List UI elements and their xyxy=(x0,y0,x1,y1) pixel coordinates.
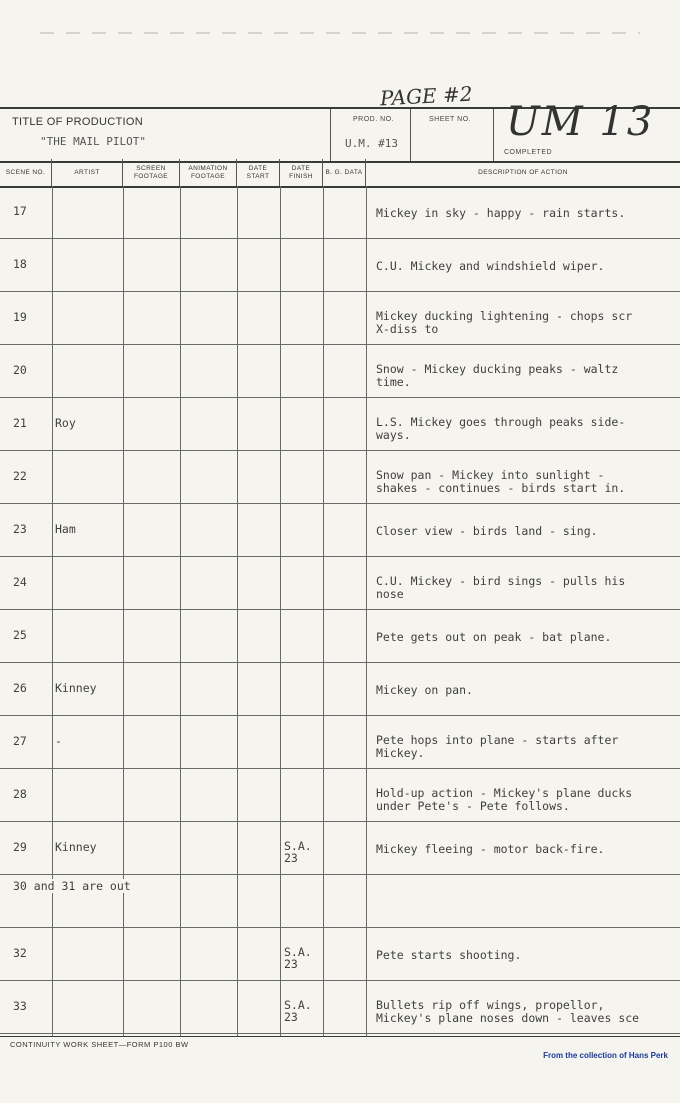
action-description: Mickey ducking lightening - chops scr X-diss to xyxy=(376,310,633,336)
scene-number: 22 xyxy=(13,469,27,483)
table-row xyxy=(0,292,680,345)
table-row xyxy=(0,186,680,239)
scene-number: 18 xyxy=(13,257,27,271)
col-date-start: DATE START xyxy=(237,159,280,186)
artist-name: Ham xyxy=(55,522,76,536)
table-row xyxy=(0,504,680,557)
table-row xyxy=(0,345,680,398)
header-block xyxy=(0,99,680,163)
page-label-handwritten: PAGE #2 xyxy=(379,81,474,111)
worksheet-grid xyxy=(0,186,680,1036)
scene-number: 20 xyxy=(13,363,27,377)
table-row xyxy=(0,875,680,928)
action-description: C.U. Mickey - bird sings - pulls his nose xyxy=(376,575,626,601)
title-value: "THE MAIL PILOT" xyxy=(40,135,146,148)
prod-cell xyxy=(330,109,411,161)
table-row xyxy=(0,610,680,663)
artist-name: Kinney xyxy=(55,681,97,695)
action-description: C.U. Mickey and windshield wiper. xyxy=(376,260,605,273)
prod-value: U.M. #13 xyxy=(345,137,398,150)
footer-rule xyxy=(0,1036,680,1038)
date-finish-value: S.A. 23 xyxy=(284,998,312,1024)
col-description: DESCRIPTION OF ACTION xyxy=(478,168,568,176)
action-description: Mickey fleeing - motor back-fire. xyxy=(376,843,605,856)
table-row xyxy=(0,398,680,451)
top-dash-marks xyxy=(40,32,640,34)
footer-label: CONTINUITY WORK SHEET—FORM P100 BW xyxy=(10,1040,189,1049)
scene-number: 32 xyxy=(13,946,27,960)
scene-number: 17 xyxy=(13,204,27,218)
scene-number: 19 xyxy=(13,310,27,324)
artist-name: - xyxy=(55,734,62,748)
table-row xyxy=(0,663,680,716)
col-artist: ARTIST xyxy=(52,159,123,186)
completed-handwritten-number: UM 13 xyxy=(506,99,655,145)
scene-number: 23 xyxy=(13,522,27,536)
scene-number: 26 xyxy=(13,681,27,695)
collection-credit: From the collection of Hans Perk xyxy=(543,1051,668,1060)
title-cell xyxy=(0,109,330,161)
date-finish-value: S.A. 23 xyxy=(284,945,312,971)
col-animation-footage: ANIMATION FOOTAGE xyxy=(180,159,237,186)
action-description: Closer view - birds land - sing. xyxy=(376,525,598,538)
action-description: Snow pan - Mickey into sunlight - shakes - continues - birds start in. xyxy=(376,469,626,495)
action-description: Mickey on pan. xyxy=(376,684,473,697)
table-row xyxy=(0,451,680,504)
completed-label: COMPLETED xyxy=(504,149,553,156)
col-screen-footage: SCREEN FOOTAGE xyxy=(123,159,180,186)
scene-number: 27 xyxy=(13,734,27,748)
sheet-label: SHEET NO. xyxy=(429,116,472,123)
scene-number: 25 xyxy=(13,628,27,642)
table-row xyxy=(0,981,680,1034)
col-scene: SCENE NO. xyxy=(0,159,52,186)
table-row xyxy=(0,769,680,822)
col-date-finish: DATE FINISH xyxy=(280,159,323,186)
table-row xyxy=(0,557,680,610)
action-description: Pete hops into plane - starts after Mickey. xyxy=(376,734,619,760)
table-row xyxy=(0,822,680,875)
scene-number: 28 xyxy=(13,787,27,801)
row-note: 30 and 31 are out xyxy=(13,879,135,893)
completed-cell xyxy=(493,99,680,161)
artist-name: Roy xyxy=(55,416,76,430)
scene-number: 33 xyxy=(13,999,27,1013)
table-row xyxy=(0,928,680,981)
prod-label: PROD. NO. xyxy=(353,116,395,123)
action-description: Hold-up action - Mickey's plane ducks under Pete's - Pete follows. xyxy=(376,787,633,813)
scene-number: 21 xyxy=(13,416,27,430)
action-description: Pete starts shooting. xyxy=(376,949,522,962)
title-label: TITLE OF PRODUCTION xyxy=(12,116,143,128)
sheet-cell xyxy=(410,109,494,161)
column-headers xyxy=(0,159,680,188)
artist-name: Kinney xyxy=(55,840,97,854)
action-description: L.S. Mickey goes through peaks side- ways. xyxy=(376,416,626,442)
date-finish-value: S.A. 23 xyxy=(284,839,312,865)
scene-number: 29 xyxy=(13,840,27,854)
action-description: Bullets rip off wings, propellor, Mickey's plane noses down - leaves sce xyxy=(376,999,640,1025)
action-description: Snow - Mickey ducking peaks - waltz time. xyxy=(376,363,619,389)
action-description: Mickey in sky - happy - rain starts. xyxy=(376,207,626,220)
table-row xyxy=(0,716,680,769)
action-description: Pete gets out on peak - bat plane. xyxy=(376,631,612,644)
table-row xyxy=(0,239,680,292)
col-bg-data: B. G. DATA xyxy=(323,159,366,186)
scene-number: 24 xyxy=(13,575,27,589)
